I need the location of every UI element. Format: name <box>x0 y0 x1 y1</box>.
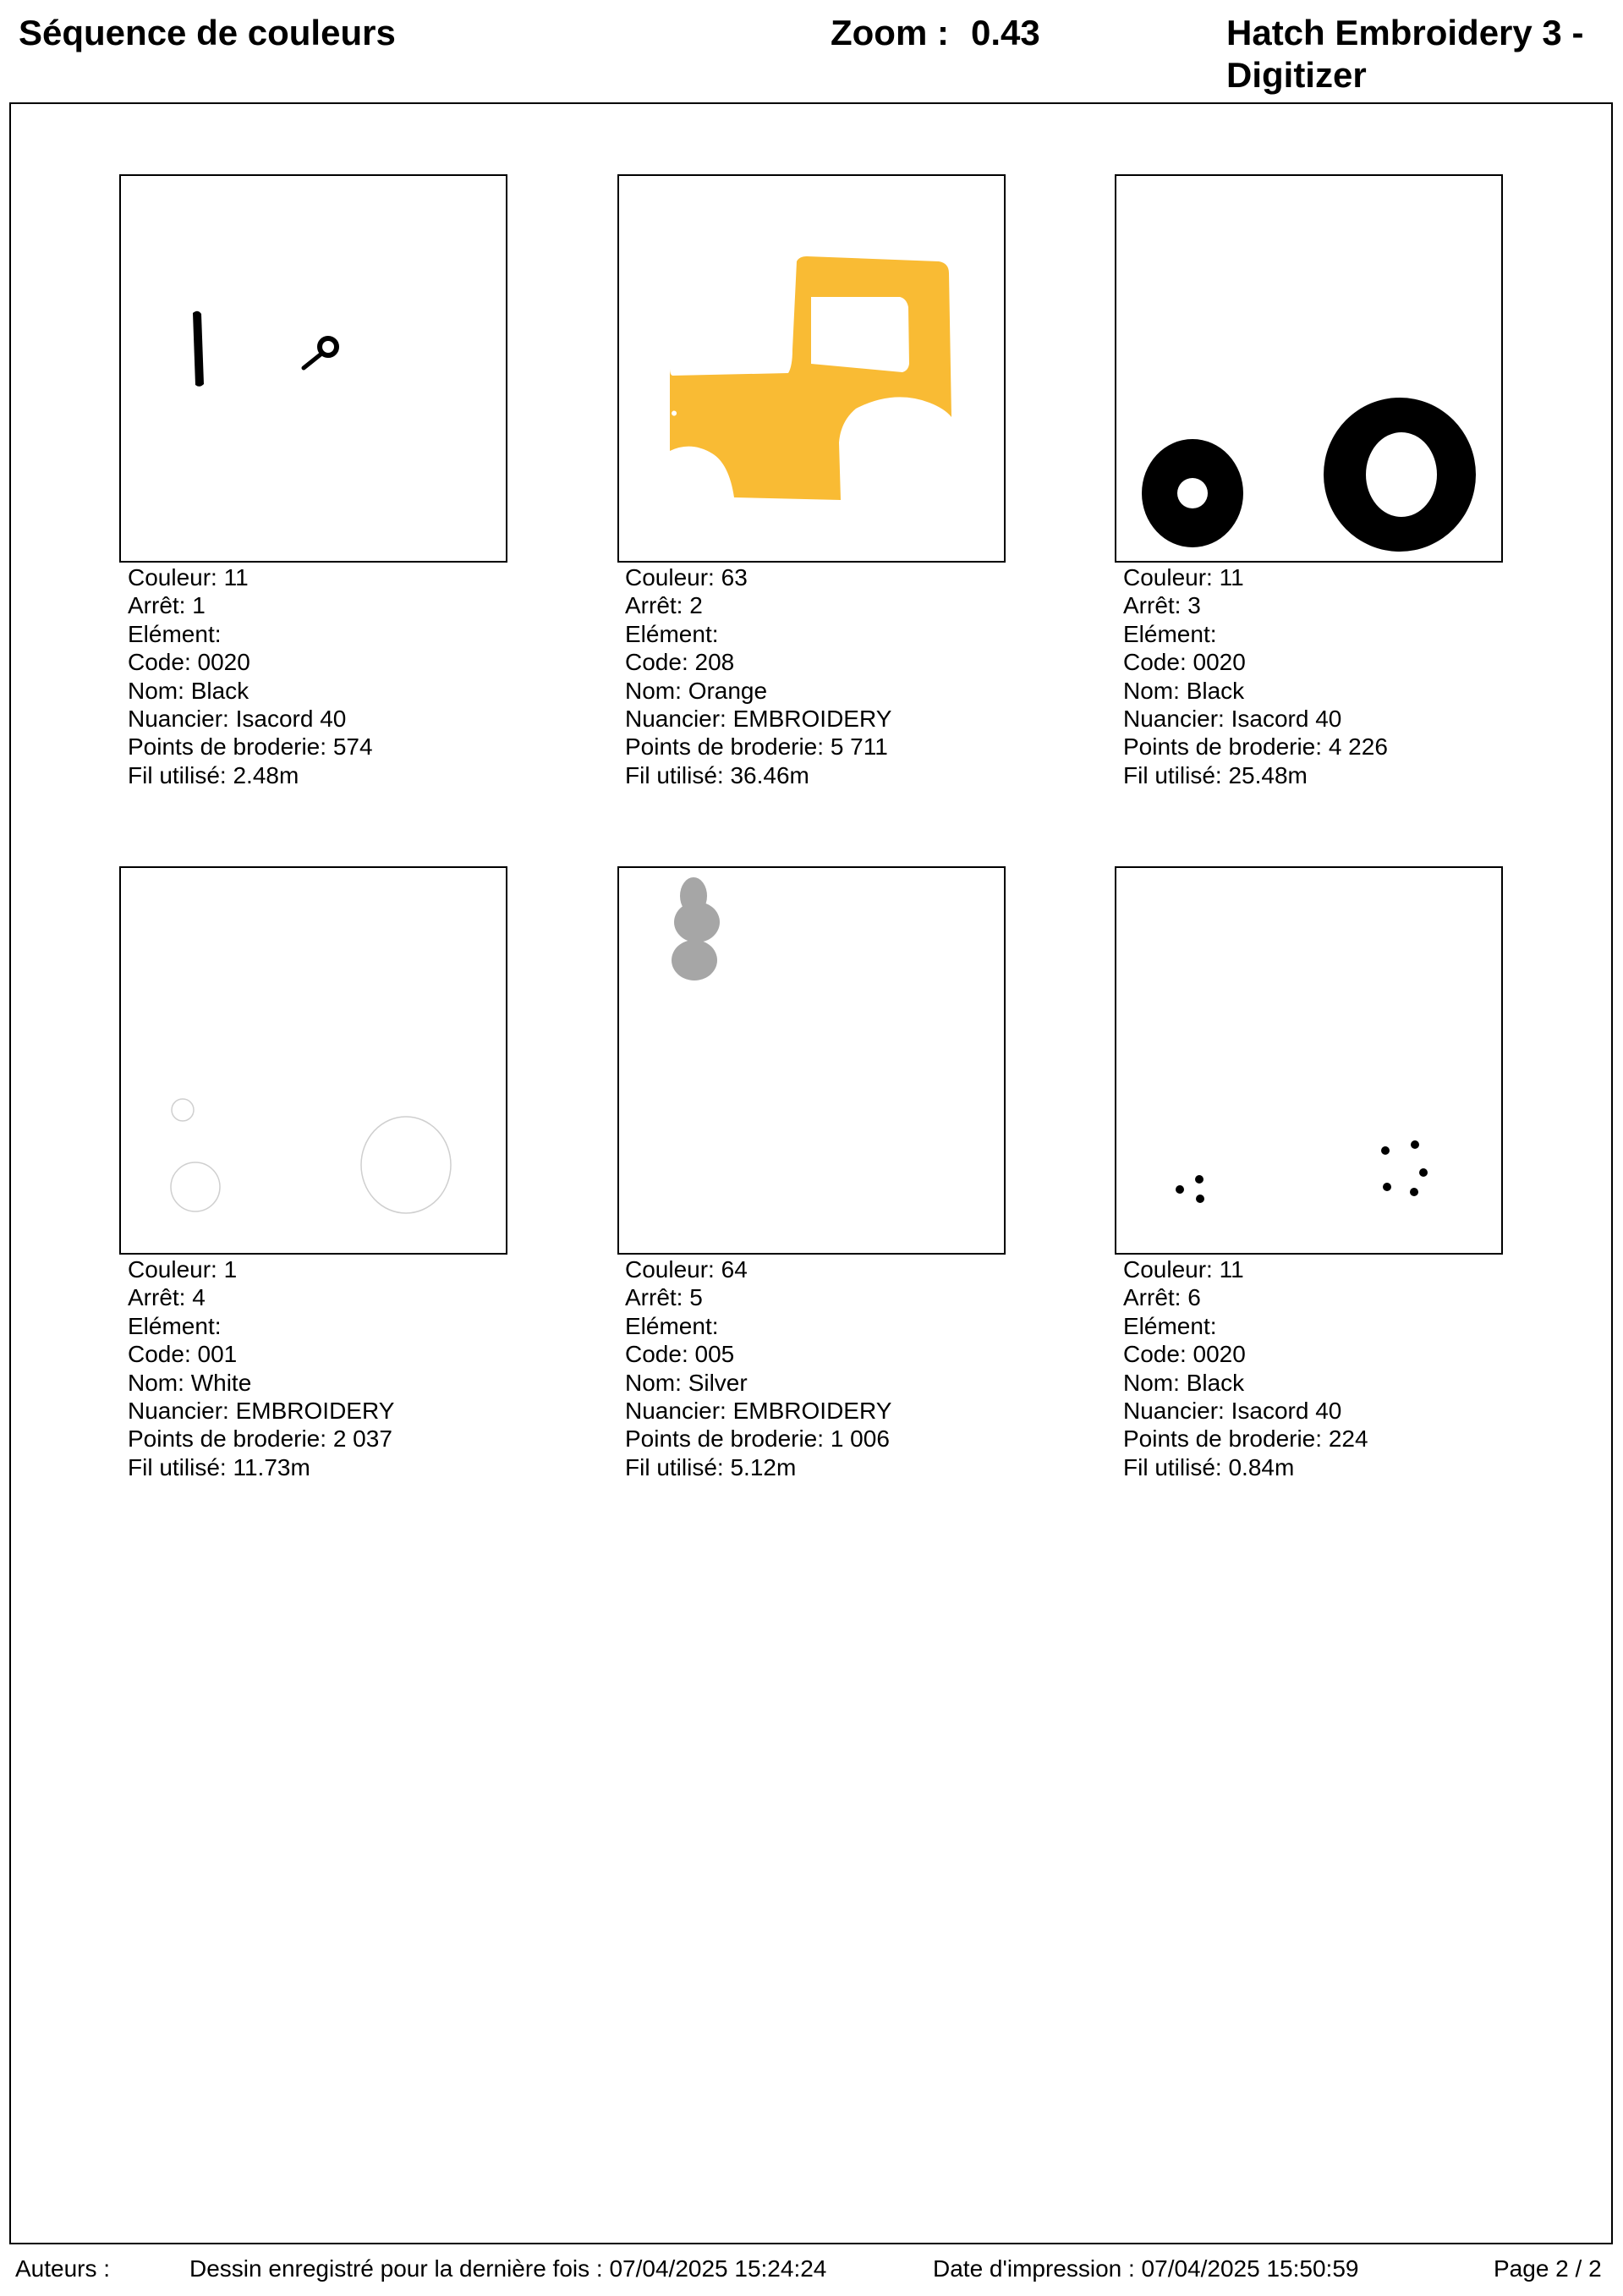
stop-5-arret: 5 <box>689 1284 703 1311</box>
pin-head <box>320 338 337 355</box>
footer-saved-date: Dessin enregistré pour la dernière fois : 07/04/2025 15:24:24 <box>189 2255 827 2282</box>
bolt-dot <box>1410 1188 1418 1196</box>
hub-ring-small <box>172 1099 194 1121</box>
bolt-dot <box>1196 1195 1204 1203</box>
page-title: Séquence de couleurs <box>19 13 396 52</box>
stop-2-preview <box>617 174 1006 563</box>
stop-5-preview <box>617 866 1006 1255</box>
stop-1-arret: 1 <box>192 592 206 619</box>
stop-3-couleur: 11 <box>1219 564 1244 590</box>
stop-4-preview <box>119 866 507 1255</box>
small-tire <box>1142 439 1243 547</box>
app-name: Hatch Embroidery 3 - Digitizer <box>1226 13 1584 95</box>
stop-4-arret: 4 <box>192 1284 206 1311</box>
stop-1-design <box>121 176 506 561</box>
stop-5-info: Couleur: 64 Arrêt: 5 Elément: Code: 005 Nom: Silver Nuancier: EMBROIDERY Points de broderie: 1 006 Fil utilisé: 5.12m <box>625 1256 892 1480</box>
footer-page-number: Page 2 / 2 <box>1494 2255 1602 2282</box>
stop-6-design <box>1116 868 1501 1253</box>
stop-2-info: Couleur: 63 Arrêt: 2 Elément: Code: 208 Nom: Orange Nuancier: EMBROIDERY Points de broderie: 5 711 Fil utilisé: 36.46m <box>625 564 892 788</box>
bolt-dot <box>1195 1175 1204 1184</box>
zoom-indicator <box>831 12 1040 54</box>
stop-6-arret: 6 <box>1187 1284 1201 1311</box>
stop-6-couleur: 11 <box>1219 1256 1244 1283</box>
smoke-puff-middle <box>674 902 720 942</box>
stop-4-couleur: 1 <box>223 1256 238 1283</box>
tractor-cab-shape <box>670 256 951 500</box>
bolt-dot <box>1419 1168 1428 1177</box>
stop-1-couleur: 11 <box>223 564 249 590</box>
stop-6-info: Couleur: 11 Arrêt: 6 Elément: Code: 0020 Nom: Black Nuancier: Isacord 40 Points de broderie: 224 Fil utilisé: 0.84m <box>1123 1256 1368 1480</box>
hub-ring-large <box>361 1117 451 1213</box>
hub-ring-medium <box>171 1162 220 1211</box>
stop-3-design <box>1116 176 1501 561</box>
bolt-dot <box>1411 1140 1419 1149</box>
footer-print-date: Date d'impression : 07/04/2025 15:50:59 <box>933 2255 1359 2282</box>
stop-5-design <box>619 868 1004 1253</box>
smoke-puff-bottom <box>672 940 717 980</box>
pin-stem <box>304 354 321 368</box>
stop-3-arret: 3 <box>1187 592 1201 619</box>
footer-authors: Auteurs : <box>15 2255 111 2282</box>
stop-1-info: Couleur: 11 Arrêt: 1 Elément: Code: 0020 Nom: Black Nuancier: Isacord 40 Points de broderie: 574 Fil utilisé: 2.48m <box>128 564 373 788</box>
stop-1-preview <box>119 174 507 563</box>
bolt-dot <box>1383 1183 1391 1191</box>
stop-3-preview <box>1115 174 1503 563</box>
black-bar-icon <box>193 311 204 387</box>
stop-4-design <box>121 868 506 1253</box>
zoom-label: Zoom : <box>831 13 949 52</box>
zoom-value: 0.43 <box>970 13 1040 52</box>
bolt-dot <box>1176 1185 1184 1194</box>
stop-3-info: Couleur: 11 Arrêt: 3 Elément: Code: 0020 Nom: Black Nuancier: Isacord 40 Points de broderie: 4 226 Fil utilisé: 25.48m <box>1123 564 1388 788</box>
stop-2-arret: 2 <box>689 592 703 619</box>
stop-5-couleur: 64 <box>721 1256 748 1283</box>
stop-2-design <box>619 176 1004 561</box>
stop-4-info: Couleur: 1 Arrêt: 4 Elément: Code: 001 Nom: White Nuancier: EMBROIDERY Points de broderie: 2 037 Fil utilisé: 11.73m <box>128 1256 395 1480</box>
stop-2-couleur: 63 <box>721 564 748 590</box>
stop-6-preview <box>1115 866 1503 1255</box>
bolt-dot <box>1381 1146 1390 1155</box>
large-tire <box>1324 398 1476 552</box>
